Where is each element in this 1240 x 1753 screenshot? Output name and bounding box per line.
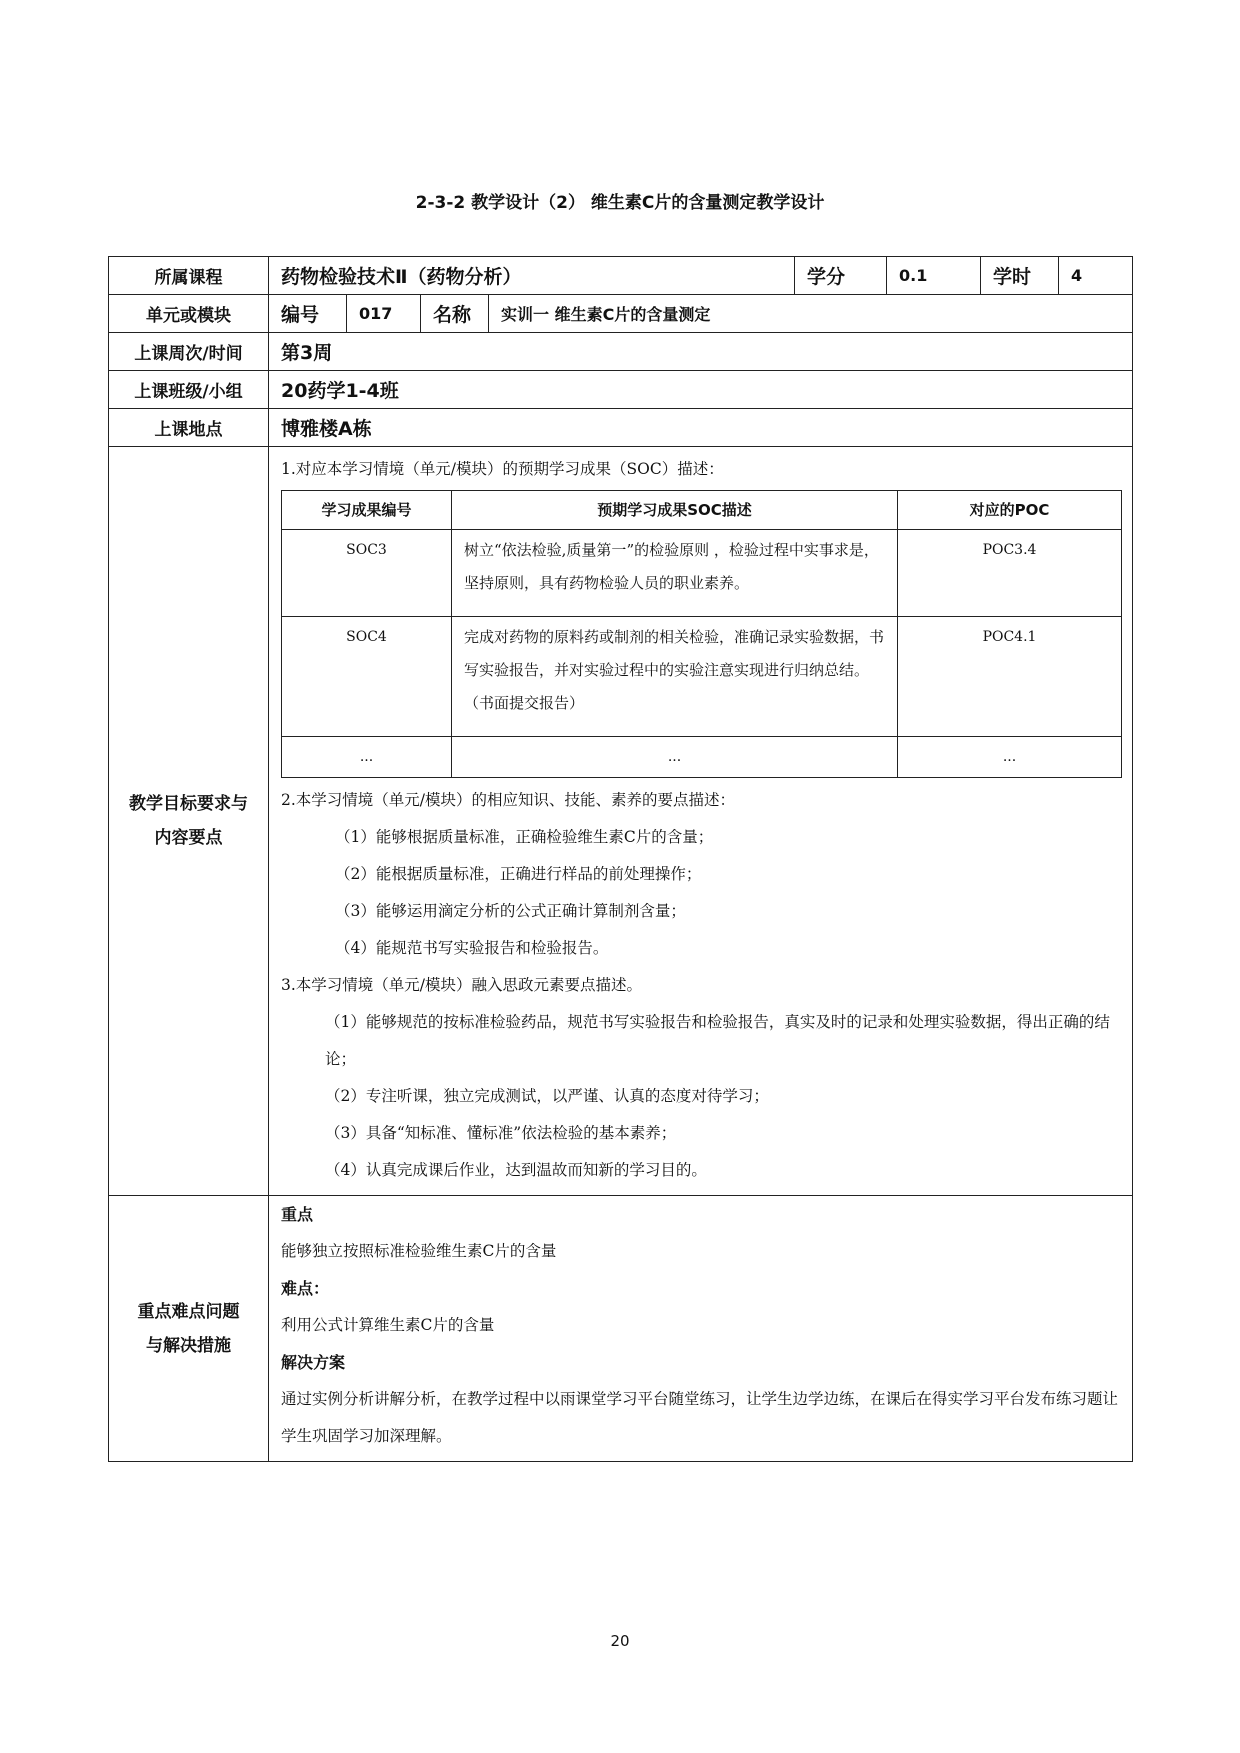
keypoints-content	[269, 1196, 1133, 1462]
code-label: 编号	[269, 295, 347, 333]
soc-row	[282, 530, 1122, 617]
soc-poc: POC3.4	[898, 530, 1122, 617]
credit-label: 学分	[795, 257, 887, 295]
class-value: 20药学1-4班	[269, 371, 1133, 409]
document-title: 2-3-2 教学设计（2） 维生素C片的含量测定教学设计	[415, 193, 825, 213]
objectives-label-line2: 内容要点	[154, 828, 223, 848]
section-2-item: （3）能够运用滴定分析的公式正确计算制剂含量；	[335, 902, 686, 920]
name-value: 实训一 维生素C片的含量测定	[489, 295, 1133, 333]
section-3-item: （4）认真完成课后作业，达到温故而知新的学习目的。	[325, 1161, 707, 1179]
soc-header-poc: 对应的POC	[898, 491, 1122, 530]
section-2-item: （2）能根据质量标准，正确进行样品的前处理操作；	[335, 865, 702, 883]
soc-ellipsis: ...	[282, 737, 452, 778]
soc-ellipsis: ...	[898, 737, 1122, 778]
keypoints-label-line2: 与解决措施	[146, 1335, 231, 1356]
objectives-row	[109, 447, 1133, 1196]
unit-label: 单元或模块	[109, 295, 269, 333]
soc-id: SOC3	[282, 530, 452, 617]
class-row	[109, 371, 1133, 409]
course-label: 所属课程	[109, 257, 269, 295]
week-value: 第3周	[269, 333, 1133, 371]
week-row	[109, 333, 1133, 371]
name-label: 名称	[421, 295, 489, 333]
section-2-title: 2.本学习情境（单元/模块）的相应知识、技能、素养的要点描述：	[281, 791, 736, 809]
hours-label: 学时	[981, 257, 1059, 295]
soc-ellipsis: ...	[452, 737, 898, 778]
section-3-item: （1）能够规范的按标准检验药品，规范书写实验报告和检验报告，真实及时的记录和处理实验数据，得出正确的结论；	[325, 1013, 1110, 1068]
soc-desc: 树立“依法检验,质量第一”的检验原则 ，检验过程中实事求是，坚持原则，具有药物检验人员的职业素养。	[452, 530, 898, 617]
objectives-label	[109, 447, 269, 1196]
keypoints-row	[109, 1196, 1133, 1462]
objectives-content	[269, 447, 1133, 1196]
unit-row	[109, 295, 1133, 333]
teaching-design-table	[108, 256, 1133, 1462]
soc-header-desc: 预期学习成果SOC描述	[452, 491, 898, 530]
place-value: 博雅楼A栋	[269, 409, 1133, 447]
solution-text: 通过实例分析讲解分析，在教学过程中以雨课堂学习平台随堂练习，让学生边学边练，在课后在得实学习平台发布练习题让学生巩固学习加深理解。	[281, 1390, 1119, 1445]
keypoints-label	[109, 1196, 269, 1462]
section-3-item: （3）具备“知标准、懂标准”依法检验的基本素养；	[325, 1124, 677, 1142]
section-2-item: （4）能规范书写实验报告和检验报告。	[335, 939, 609, 957]
week-label: 上课周次/时间	[109, 333, 269, 371]
course-value: 药物检验技术Ⅱ（药物分析）	[269, 257, 795, 295]
hours-value: 4	[1059, 257, 1133, 295]
difficulty-heading: 难点：	[281, 1279, 330, 1298]
code-value: 017	[347, 295, 421, 333]
section-3-item: （2）专注听课，独立完成测试，以严谨、认真的态度对待学习；	[325, 1087, 769, 1105]
soc-ellipsis-row	[282, 737, 1122, 778]
place-label: 上课地点	[109, 409, 269, 447]
soc-desc: 完成对药物的原料药或制剂的相关检验，准确记录实验数据，书写实验报告，并对实验过程中的实验注意实现进行归纳总结。（书面提交报告）	[452, 617, 898, 737]
page-number: 20	[610, 1632, 630, 1650]
difficulty-text: 利用公式计算维生素C片的含量	[281, 1316, 495, 1334]
class-label: 上课班级/小组	[109, 371, 269, 409]
soc-table	[281, 490, 1122, 778]
soc-id: SOC4	[282, 617, 452, 737]
course-row	[109, 257, 1133, 295]
key-point-heading: 重点	[281, 1205, 314, 1224]
objectives-label-line1: 教学目标要求与	[129, 794, 248, 814]
section-2-item: （1）能够根据质量标准，正确检验维生素C片的含量；	[335, 828, 714, 846]
credit-value: 0.1	[887, 257, 981, 295]
place-row	[109, 409, 1133, 447]
solution-heading: 解决方案	[281, 1353, 346, 1372]
section-1-title: 1.对应本学习情境（单元/模块）的预期学习成果（SOC）描述：	[281, 460, 724, 478]
soc-header-id: 学习成果编号	[282, 491, 452, 530]
soc-header-row	[282, 491, 1122, 530]
soc-poc: POC4.1	[898, 617, 1122, 737]
keypoints-label-line1: 重点难点问题	[137, 1301, 240, 1322]
key-point-text: 能够独立按照标准检验维生素C片的含量	[281, 1242, 557, 1260]
soc-row	[282, 617, 1122, 737]
section-3-title: 3.本学习情境（单元/模块）融入思政元素要点描述。	[281, 976, 643, 994]
